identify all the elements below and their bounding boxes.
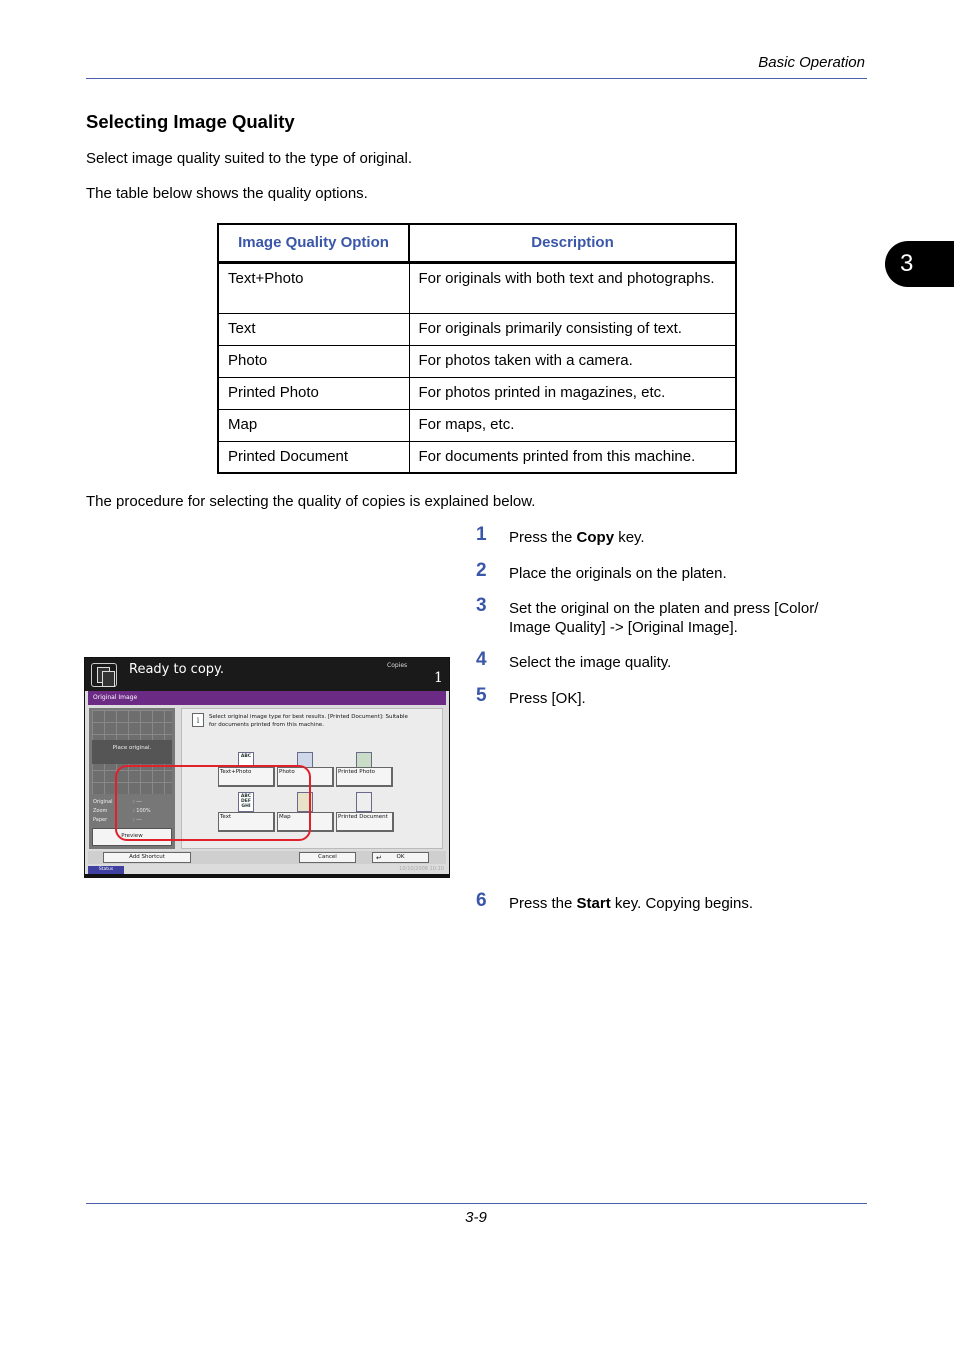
cancel-button[interactable]: Cancel — [299, 852, 356, 863]
info-original: Original : --- — [93, 799, 142, 805]
printed-document-icon — [356, 792, 372, 812]
copies-count: 1 — [434, 670, 443, 686]
table-row — [218, 313, 736, 345]
preview-button[interactable]: Preview — [92, 828, 172, 846]
copies-label: Copies — [387, 662, 408, 669]
intro-paragraph-1: Select image quality suited to the type of original. — [86, 150, 413, 167]
table-row — [218, 409, 736, 441]
table-cell-description: For documents printed from this machine. — [409, 441, 736, 473]
chapter-tab: 3 — [885, 241, 954, 287]
step-text: Set the original on the platen and press [Color/ Image Quality] -> [Original Image]. — [509, 600, 819, 636]
procedure-intro: The procedure for selecting the quality of copies is explained below. — [86, 493, 536, 510]
text-icon: ABC DEF GHI — [238, 792, 254, 812]
section-title: Selecting Image Quality — [86, 111, 295, 132]
table-header-row — [218, 224, 736, 262]
option-text-photo-button[interactable]: Text+Photo — [218, 767, 275, 787]
panel-screenshot — [84, 657, 450, 878]
step-text: Press the Start key. Copying begins. — [509, 895, 754, 912]
step-text: Press the Copy key. — [509, 529, 645, 546]
running-header: Basic Operation — [758, 54, 865, 71]
step-number: 6 — [476, 890, 487, 911]
footer-rule — [86, 1203, 867, 1204]
table-row — [218, 262, 736, 313]
table-row — [218, 377, 736, 409]
status-tab[interactable]: Status — [88, 866, 124, 874]
text-photo-icon: ABC — [238, 752, 254, 768]
table-cell-option: Printed Photo — [218, 377, 409, 409]
table-row — [218, 441, 736, 473]
selection-highlight-ring — [115, 765, 311, 841]
table-header-description: Description — [409, 224, 736, 262]
step-number: 5 — [476, 685, 487, 706]
intro-paragraph-2: The table below shows the quality options. — [86, 185, 368, 202]
header-rule — [86, 78, 867, 79]
panel-status-bar — [85, 658, 449, 691]
panel-title: Original Image — [88, 691, 446, 705]
enter-icon: ↵ — [376, 854, 382, 862]
option-printed-document-button[interactable]: Printed Document — [336, 812, 394, 832]
step-text: Place the originals on the platen. — [509, 565, 727, 582]
table-cell-description: For maps, etc. — [409, 409, 736, 441]
option-printed-photo-button[interactable]: Printed Photo — [336, 767, 393, 787]
step-text: Press [OK]. — [509, 690, 586, 707]
info-paper: Paper : --- — [93, 817, 142, 823]
info-icon: i — [192, 713, 204, 727]
copy-icon — [91, 663, 117, 687]
step-number: 4 — [476, 649, 487, 670]
quality-options-table — [217, 223, 737, 474]
date-time: 10/10/2008 10:10 — [399, 866, 444, 872]
table-cell-description: For photos printed in magazines, etc. — [409, 377, 736, 409]
panel-footer — [88, 851, 446, 864]
page-number: 3-9 — [465, 1209, 487, 1226]
printed-photo-icon — [356, 752, 372, 768]
panel-body — [85, 691, 449, 874]
option-text-button[interactable]: Text — [218, 812, 275, 832]
table-cell-description: For photos taken with a camera. — [409, 345, 736, 377]
instruction-message: Select original image type for best results. [Printed Document]: Suitable for documents printed from this machine. — [209, 714, 408, 728]
status-message: Ready to copy. — [129, 662, 224, 677]
step-number: 3 — [476, 595, 487, 616]
add-shortcut-button[interactable]: Add Shortcut — [103, 852, 191, 863]
table-cell-description: For originals primarily consisting of text. — [409, 313, 736, 345]
step-number: 2 — [476, 560, 487, 581]
option-map-button[interactable]: Map — [277, 812, 334, 832]
ok-button[interactable]: ↵ OK — [372, 852, 429, 863]
step-number: 1 — [476, 524, 487, 545]
table-header-option: Image Quality Option — [218, 224, 409, 262]
option-photo-button[interactable]: Photo — [277, 767, 334, 787]
place-original-label: Place original. — [92, 740, 172, 764]
table-cell-option: Printed Document — [218, 441, 409, 473]
table-cell-option: Photo — [218, 345, 409, 377]
table-cell-option: Map — [218, 409, 409, 441]
table-row — [218, 345, 736, 377]
info-zoom: Zoom : 100% — [93, 808, 151, 814]
step-text: Select the image quality. — [509, 654, 672, 671]
table-cell-description: For originals with both text and photographs. — [409, 262, 736, 313]
table-cell-option: Text+Photo — [218, 262, 409, 313]
table-cell-option: Text — [218, 313, 409, 345]
